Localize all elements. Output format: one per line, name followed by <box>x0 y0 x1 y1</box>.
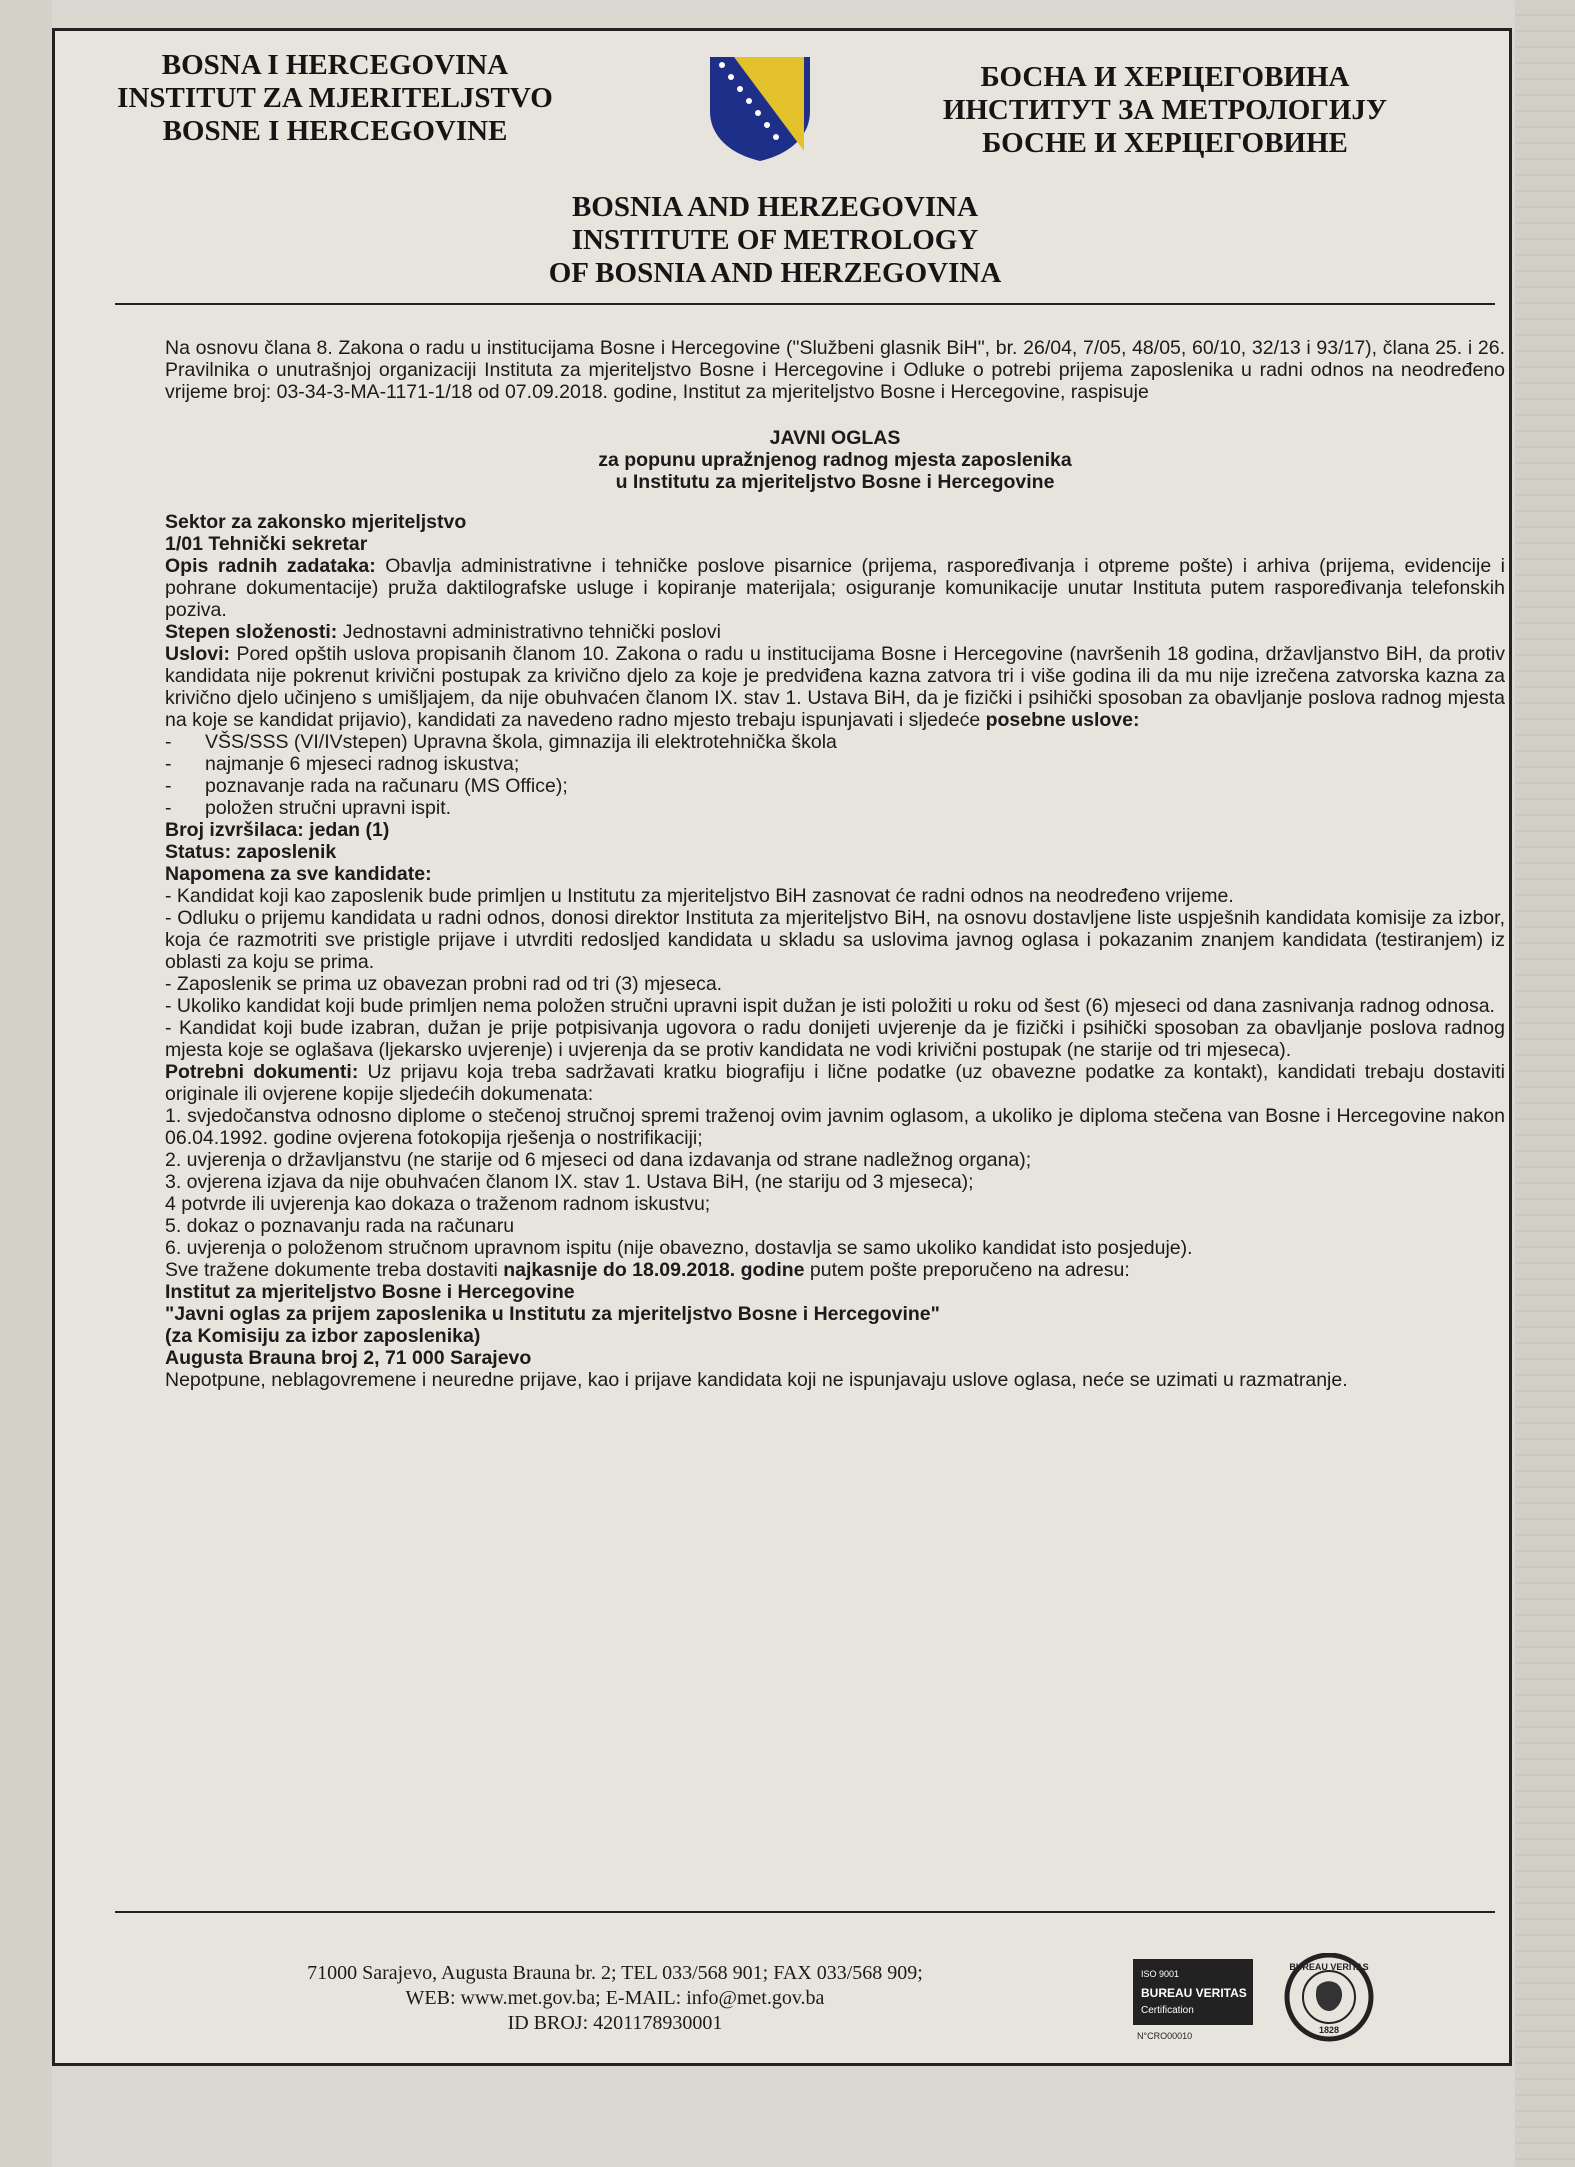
label: Opis radnih zadataka: <box>165 555 376 577</box>
requirements-list <box>165 731 1505 819</box>
address-line: "Javni oglas za prijem zaposlenika u Institutu za mjeriteljstvo Bosne i Hercegovine" <box>165 1303 940 1325</box>
text: Uz prijavu koja treba sadržavati kratku biografiju i lične podatke (uz obavezne podatke za kontakt), kandidati trebaju dostaviti originale ili ovjerene kopije sljedećih dokumenata: <box>165 1061 1505 1105</box>
footer-line: ID BROJ: 4201178930001 <box>507 2012 723 2034</box>
footer-line: 71000 Sarajevo, Augusta Brauna br. 2; TEL 033/568 901; FAX 033/568 909; <box>307 1962 923 1984</box>
label: Potrebni dokumenti: <box>165 1061 359 1083</box>
text: Obavlja administrativne i tehničke poslove pisarnice (prijema, raspoređivanja i otpreme pošte) i arhiva (prijema, evidencije i pohrane dokumentacije) pruža daktilografske usluge i kopiranje materijala; osiguranje komunikacije unutar Instituta putem raspoređivanja telefonskih poziva. <box>165 555 1506 621</box>
complexity <box>165 621 1505 643</box>
badge-line: BUREAU VERITAS <box>1141 1986 1247 2000</box>
address-line: Augusta Brauna broj 2, 71 000 Sarajevo <box>165 1347 532 1369</box>
label: Stepen složenosti: <box>165 621 338 643</box>
mailing-address <box>165 1281 1505 1369</box>
header-divider <box>115 303 1495 305</box>
announcement-title <box>165 427 1505 493</box>
text: Pored opštih uslova propisanih članom 10. Zakona o radu u institucijama Bosne i Hercegovine (navršenih 18 godina, državljanstvo BiH, da protiv kandidata nije pokrenut krivični postupak za krivično djelo za koje je predviđena kazna zatvora tri i više godina ili da mu nije izrečena zatvorska kazna za krivično djelo učinjeno s umišljajem, da nije obuhvaćen članom IX. stav 1. Ustava BiH, da je fizički i psihički sposoban za obavljanje poslova radnog mjesta na koje se kandidat prijavio), kandidati za navedeno radno mjesto trebaju ispunjavati i sljedeće <box>165 643 1505 731</box>
note: - Zaposlenik se prima uz obavezan probni rad od tri (3) mjeseca. <box>165 973 723 995</box>
bureau-veritas-certification-badge <box>1133 1953 1433 2043</box>
header-line: OF BOSNIA AND HERZEGOVINA <box>548 257 1002 289</box>
bureau-veritas-seal-icon <box>1287 1955 1371 2039</box>
conditions <box>165 643 1505 731</box>
address-line: (za Komisiju za izbor zaposlenika) <box>165 1325 481 1347</box>
coat-of-arms-icon <box>706 53 814 163</box>
badge-line: ISO 9001 <box>1141 1969 1180 1979</box>
note: - Odluku o prijemu kandidata u radni odnos, donosi direktor Instituta za mjeriteljstvo BiH, na osnovu dostavljene liste uspješnih kandidata komisije za izbor, koja će razmotriti sve pristigle prijave i utvrditi redosljed kandidata u skladu sa uslovima javnog oglasa i pokazanim znanjem kandidata (testiranjem) iz oblasti za koju se prima. <box>165 907 1505 973</box>
document-item: 1. svjedočanstva odnosno diplome o stečenoj stručnoj spremi traženoj ovim javnim oglasom, a ukoliko je diploma stečena van Bosne i Hercegovine nakon 06.04.1992. godine ovjerena fotokopija rješenja o nostrifikaciji; <box>165 1105 1505 1149</box>
header-line: INSTITUT ZA MJERITELJSTVO <box>117 82 553 114</box>
header-line: БОСНА И ХЕРЦЕГОВИНА <box>980 61 1350 93</box>
header-latin <box>115 49 555 148</box>
seal-text: BUREAU VERITAS <box>1289 1962 1369 1972</box>
employment-status: Status: zaposlenik <box>165 841 337 863</box>
text: putem pošte preporučeno na adresu: <box>804 1259 1130 1281</box>
number-of-positions: Broj izvršilaca: jedan (1) <box>165 819 390 841</box>
text: Jednostavni administrativno tehnički poslovi <box>337 621 721 643</box>
label: Uslovi: <box>165 643 231 665</box>
note: - Ukoliko kandidat koji bude primljen nema položen stručni upravni ispit dužan je isti položiti u roku od šest (6) mjeseci od dana zasnivanja radnog odnosa. <box>165 995 1495 1017</box>
header-line: ИНСТИТУТ ЗА МЕТРОЛОГИЈУ <box>942 94 1388 126</box>
note: - Kandidat koji bude izabran, dužan je prije potpisivanja ugovora o radu donijeti uvjerenje da je fizički i psihički sposoban za obavljanje poslova radnog mjesta koje se oglašava (ljekarsko uvjerenje) i uvjerenja da se protiv kandidata ne vodi krivični postupak (ne starije od tri mjeseca). <box>165 1017 1505 1061</box>
title-line: u Institutu za mjeriteljstvo Bosne i Hercegovine <box>615 471 1055 493</box>
newspaper-margin-right <box>1515 0 1575 2167</box>
header-line: BOSNE I HERCEGOVINE <box>162 115 508 147</box>
intro-paragraph: Na osnovu člana 8. Zakona o radu u institucijama Bosne i Hercegovine ("Službeni glasnik BiH", br. 26/04, 7/05, 48/05, 60/10, 32/13 i 93/17), člana 25. i 26. Pravilnika o unutrašnjoj organizaciji Instituta za mjeriteljstvo Bosne i Hercegovine i Odluke o potrebi prijema zaposlenika u radni odnos na neodređeno vrijeme broj: 03-34-3-MA-1171-1/18 od 07.09.2018. godine, Institut za mjeriteljstvo Bosne i Hercegovine, raspisuje <box>165 337 1505 403</box>
list-item: - poznavanje rada na računaru (MS Office); <box>165 775 1505 797</box>
header-line: BOSNIA AND HERZEGOVINA <box>571 191 979 223</box>
notes-heading: Napomena za sve kandidate: <box>165 863 432 885</box>
document-item: 3. ovjerena izjava da nije obuhvaćen članom IX. stav 1. Ustava BiH, (ne stariju od 3 mjeseca); <box>165 1171 974 1193</box>
text: Sve tražene dokumente treba dostaviti <box>165 1259 504 1281</box>
document-item: 2. uvjerenja o državljanstvu (ne starije od 6 mjeseci od dana izdavanja od strane nadležnog organa); <box>165 1149 1032 1171</box>
document-item: 5. dokaz o poznavanju rada na računaru <box>165 1215 515 1237</box>
badge-number: N°CRO00010 <box>1137 2031 1193 2041</box>
deadline-date: najkasnije do 18.09.2018. godine <box>503 1259 805 1281</box>
list-item: - VŠS/SSS (VI/IVstepen) Upravna škola, gimnazija ili elektrotehnička škola <box>165 731 1505 753</box>
announcement-body <box>165 337 1505 1391</box>
footer-line: WEB: www.met.gov.ba; E-MAIL: info@met.gov.ba <box>405 1987 825 2009</box>
header-english <box>435 191 1115 290</box>
label: posebne uslove: <box>985 709 1140 731</box>
closing-paragraph: Nepotpune, neblagovremene i neuredne prijave, kao i prijave kandidata koji ne ispunjavaju uslove oglasa, neće se uzimati u razmatranje. <box>165 1369 1348 1391</box>
list-item: - položen stručni upravni ispit. <box>165 797 1505 819</box>
badge-line: Certification <box>1141 2005 1194 2016</box>
header-line: INSTITUTE OF METROLOGY <box>571 224 979 256</box>
header-cyrillic <box>905 61 1425 160</box>
sector-heading: Sektor za zakonsko mjeriteljstvo <box>165 511 467 533</box>
header-line: БОСНЕ И ХЕРЦЕГОВИНЕ <box>982 127 1348 159</box>
job-description <box>165 555 1505 621</box>
required-documents <box>165 1061 1505 1105</box>
position-heading: 1/01 Tehnički sekretar <box>165 533 368 555</box>
announcement-sheet <box>52 28 1512 2066</box>
note: - Kandidat koji kao zaposlenik bude primljen u Institutu za mjeriteljstvo BiH zasnovat će radni odnos na neodređeno vrijeme. <box>165 885 1234 907</box>
title-line: za popunu upražnjenog radnog mjesta zaposlenika <box>598 449 1072 471</box>
document-item: 4 potvrde ili uvjerenja kao dokaza o traženom radnom iskustvu; <box>165 1193 711 1215</box>
newspaper-margin-left <box>0 0 52 2167</box>
seal-year: 1828 <box>1318 2025 1340 2035</box>
footer-divider <box>115 1911 1495 1913</box>
title-line: JAVNI OGLAS <box>769 427 901 449</box>
deadline <box>165 1259 1505 1281</box>
list-item: - najmanje 6 mjeseci radnog iskustva; <box>165 753 1505 775</box>
header-line: BOSNA I HERCEGOVINA <box>161 49 509 81</box>
footer-contact <box>175 1961 1055 2036</box>
address-line: Institut za mjeriteljstvo Bosne i Hercegovine <box>165 1281 575 1303</box>
document-item: 6. uvjerenja o položenom stručnom upravnom ispitu (nije obavezno, dostavlja se samo ukoliko kandidat isto posjeduje). <box>165 1237 1193 1259</box>
